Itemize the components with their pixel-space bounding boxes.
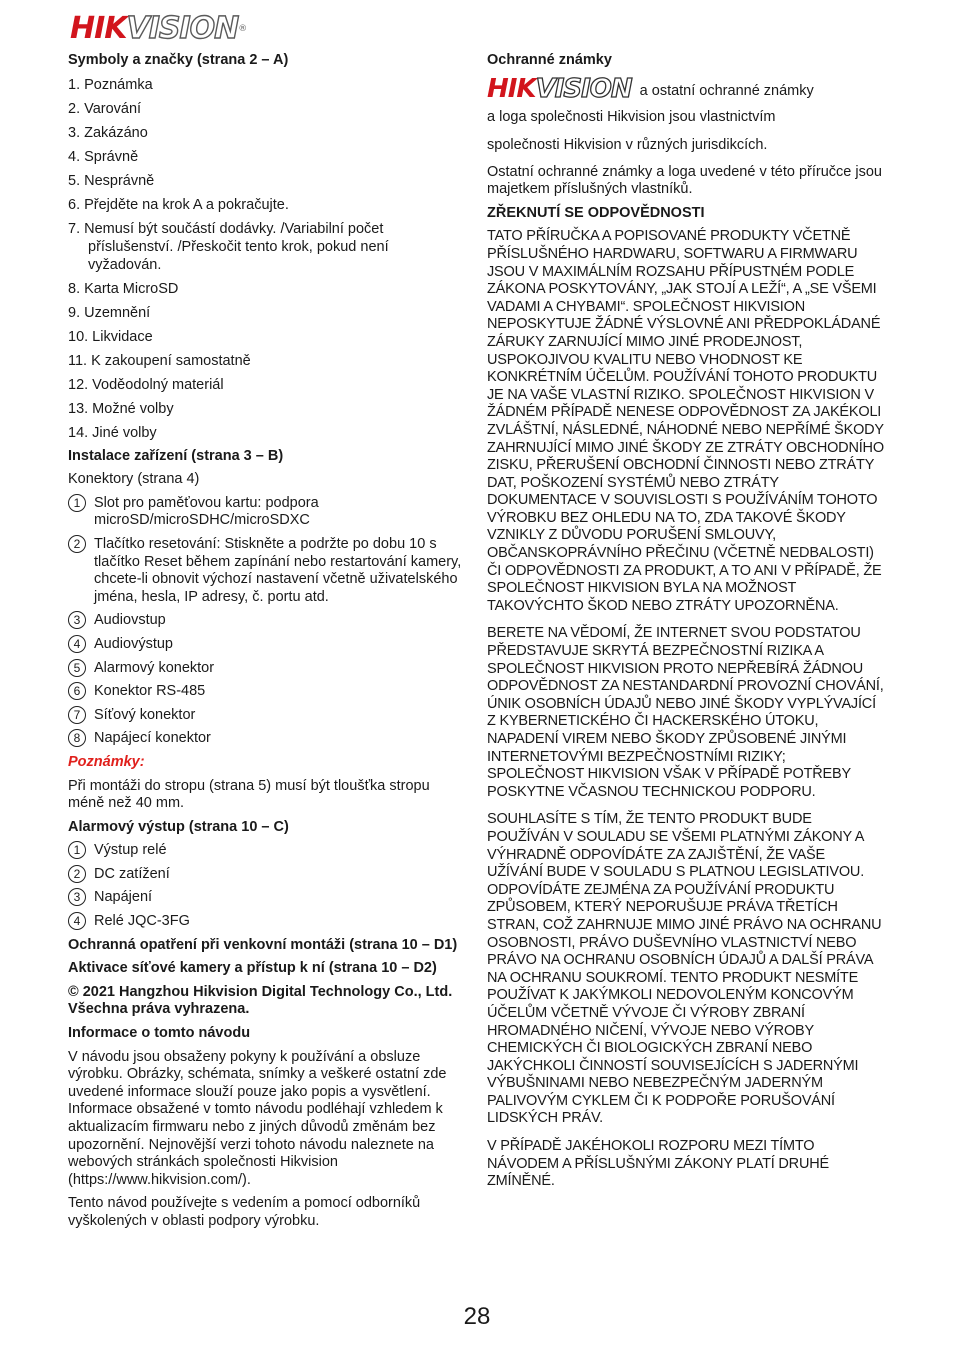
notes-text: Při montáži do stropu (strana 5) musí být tloušťka stropu méně než 40 mm. — [68, 777, 430, 812]
install-heading: Instalace zařízení (strana 3 – B) — [68, 447, 284, 464]
disclaimer-paragraph: V PŘÍPADĚ JAKÉHOKOLI ROZPORU MEZI TÍMTO NÁVODEM A PŘÍSLUŠNÝMI ZÁKONY PLATÍ DRUHÉ ZMÍNĚNÉ. — [487, 1138, 829, 1190]
outdoor-heading: Ochranná opatření při venkovní montáži (strana 10 – D1) — [68, 936, 458, 953]
symbol-item: 1. Poznámka — [68, 76, 153, 93]
alarm-item: 4 Relé JQC-3FG — [68, 913, 463, 931]
hikvision-logo: HIKVISION® — [70, 11, 247, 46]
copyright: © 2021 Hangzhou Hikvision Digital Technology Co., Ltd. Všechna práva vyhrazena. — [68, 983, 453, 1018]
disclaimer-paragraph: BERETE NA VĚDOMÍ, ŽE INTERNET SVOU PODSTATOU PŘEDSTAVUJE SKRYTÁ BEZPEČNOSTNÍ RIZIKA A SPOLEČNOST HIKVISION PROTO NEPŘEBÍRÁ ŽÁDNOU ODPOVĚDNOST ZA NESTANDARDNÍ PROVOZNÍ CHOVÁNÍ, ÚNIK OSOBNÍCH ÚDAJŮ NEBO JINÉ ŠKODY VYPLÝVAJÍCÍ Z KYBERNETICKÉHO ČI HACKERSKÉHO ÚTOKU, NAPADENÍ VIREM NEBO ŠKODY ZPŮSOBENÉ JINÝMI INTERNETOVÝMI BEZPEČNOSTNÍMI RIZIKY; SPOLEČNOST HIKVISION VŠAK V PŘÍPADĚ POTŘEBY POSKYTNE VČASNOU TECHNICKOU PODPORU. — [487, 625, 884, 800]
trademark-text: a ostatní ochranné známky — [639, 82, 814, 99]
number-circle-icon: 3 — [68, 888, 86, 906]
symbol-item: 7. Nemusí být součástí dodávky. /Variabilní počet příslušenství. /Přeskočit tento krok, pokud není vyžadován. — [68, 220, 389, 273]
symbol-item: 2. Varování — [68, 100, 142, 117]
number-circle-icon: 6 — [68, 682, 86, 700]
activation-heading: Aktivace síťové kamery a přístup k ní (strana 10 – D2) — [68, 960, 437, 977]
disclaimer-heading: ZŘEKNUTÍ SE ODPOVĚDNOSTI — [487, 204, 705, 221]
info-paragraph: V návodu jsou obsaženy pokyny k používání a obsluze výrobku. Obrázky, schémata, snímky a veškeré ostatní zde uvedené informace slouží pouze jako popis a vysvětlení. Informace obsažené v tomto návodu podléhají vzhledem k aktualizacím firmwaru nebo z jiných důvodů změnám bez upozornění. Nejnovější verzi tohoto návodu naleznete na webových stránkách společnosti Hikvision (https://www.hikvision.com/). — [68, 1048, 447, 1188]
alarm-heading: Alarmový výstup (strana 10 – C) — [68, 818, 289, 835]
number-circle-icon: 1 — [68, 841, 86, 859]
number-circle-icon: 3 — [68, 611, 86, 629]
connector-item: 6 Konektor RS-485 — [68, 683, 463, 701]
connector-item: 8 Napájecí konektor — [68, 730, 463, 748]
symbol-item: 6. Přejděte na krok A a pokračujte. — [68, 196, 289, 213]
number-circle-icon: 5 — [68, 659, 86, 677]
symbols-heading: Symboly a značky (strana 2 – A) — [68, 52, 289, 68]
alarm-item: 3 Napájení — [68, 889, 463, 907]
disclaimer-paragraph: TATO PŘÍRUČKA A POPISOVANÉ PRODUKTY VČETNĚ PŘÍSLUŠNÉHO HARDWARU, SOFTWARU A FIRMWARU JSOU V MAXIMÁLNÍM ROZSAHU PŘÍPUSTNÉM PODLE ZÁKONA POSKYTOVÁNY, „JAK STOJÍ A LEŽÍ“, A „SE VŠEMI VADAMI A CHYBAMI“. SPOLEČNOST HIKVISION NEPOSKYTUJE ŽÁDNÉ VÝSLOVNÉ ANI PŘEDPOKLÁDANÉ ZÁRUKY ZARNUJÍCÍ MIMO JINÉ PRODEJNOST, USPOKOJIVOU KVALITU NEBO VHODNOST KE KONKRÉTNÍM ÚČELŮM. POUŽÍVÁNÍ TOHOTO PRODUKTU JE NA VAŠE VLASTNÍ RIZIKO. SPOLEČNOST HIKVISION V ŽÁDNÉM PŘÍPADĚ NENESE ODPOVĚDNOST ZA JAKÉKOLI ZVLÁŠTNÍ, NÁSLEDNÉ, NÁHODNÉ NEBO NEPŘÍMÉ ŠKODY ZAHRNUJÍCÍ MIMO JINÉ ŠKODY ZE ZTRÁTY OBCHODNÍHO ZISKU, PŘERUŠENÍ OBCHODNÍ ČINNOSTI NEBO ZTRÁTY DAT, POŠKOZENÍ SYSTÉMŮ NEBO ZTRÁTY DOKUMENTACE V SOUVISLOSTI S POUŽÍVÁNÍM TOHOTO VÝROBKU BEZ OHLEDU NA TO, ZDA TAKOVÉ ŠKODY VZNIKLY Z DŮVODU PORUŠENÍ SMLOUVY, OBČANSKOPRÁVNÍHO PŘEČINU (VČETNĚ NEDBALOSTI) ČI ODPOVĚDNOSTI ZA PRODUKT, A TO ANI V PŘÍPADĚ, ŽE SPOLEČNOST HIKVISION BYLA NA MOŽNOST TAKOVÝCHTO ŠKOD NEBO ZTRÁTY UPOZORNĚNA. — [487, 228, 884, 614]
connector-item: 5 Alarmový konektor — [68, 660, 463, 678]
connector-item: 2 Tlačítko resetování: Stiskněte a podržte po dobu 10 s tlačítko Reset během zapínání nebo restartování kamery, chcete-li obnovit výchozí nastavení včetně uživatelského jména, hesla, IP adresy, č. portu atd. — [68, 536, 463, 606]
left-column — [68, 52, 463, 1237]
number-circle-icon: 7 — [68, 706, 86, 724]
number-circle-icon: 4 — [68, 912, 86, 930]
info-paragraph: Tento návod používejte s vedením a pomocí odborníků vyškolených v oblasti podpory výrobku. — [68, 1195, 421, 1229]
symbol-item: 14. Jiné volby — [68, 424, 157, 441]
symbol-item: 12. Voděodolný materiál — [68, 376, 224, 393]
symbol-item: 3. Zakázáno — [68, 124, 148, 141]
number-circle-icon: 4 — [68, 635, 86, 653]
connector-item: 1 Slot pro paměťovou kartu: podpora microSD/microSDHC/microSDXC — [68, 495, 463, 530]
connector-item: 3 Audiovstup — [68, 612, 463, 630]
trademark-text: společnosti Hikvision v různých jurisdikcích. — [487, 136, 768, 153]
symbol-item: 5. Nesprávně — [68, 172, 155, 189]
number-circle-icon: 2 — [68, 535, 86, 553]
notes-label: Poznámky: — [68, 753, 145, 770]
number-circle-icon: 2 — [68, 865, 86, 883]
page-number: 28 — [463, 1303, 491, 1330]
symbol-item: 10. Likvidace — [68, 328, 153, 345]
connectors-label: Konektory (strana 4) — [68, 471, 200, 488]
number-circle-icon: 8 — [68, 729, 86, 747]
trademark-paragraph: Ostatní ochranné známky a loga uvedené v této příručce jsou majetkem příslušných vlastníků. — [487, 163, 882, 198]
trademarks-heading: Ochranné známky — [487, 52, 612, 68]
right-column — [487, 52, 884, 1197]
info-heading: Informace o tomto návodu — [68, 1025, 251, 1042]
symbol-item: 8. Karta MicroSD — [68, 280, 179, 297]
connector-item: 4 Audiovýstup — [68, 636, 463, 654]
symbol-item: 13. Možné volby — [68, 400, 174, 417]
symbol-item: 9. Uzemnění — [68, 304, 151, 321]
symbol-item: 11. K zakoupení samostatně — [68, 352, 251, 369]
hikvision-logo: HIKVISION — [487, 73, 632, 104]
disclaimer-paragraph: SOUHLASÍTE S TÍM, ŽE TENTO PRODUKT BUDE POUŽÍVÁN V SOULADU SE VŠEMI PLATNÝMI ZÁKONY A VÝHRADNĚ ODPOVÍDÁTE ZA ZAJIŠTĚNÍ, ŽE VAŠE UŽÍVÁNÍ BUDE V SOULADU S PLATNOU LEGISLATIVOU. ODPOVÍDÁTE ZEJMÉNA ZA POUŽÍVÁNÍ PRODUKTU ZPŮSOBEM, KTERÝ NEPORUŠUJE PRÁVA TŘETÍCH STRAN, COŽ ZAHRNUJE MIMO JINÉ PRÁVO NA OCHRANU OSOBNOSTI, PRÁVO DUŠEVNÍHO VLASTNICTVÍ NEBO PRÁVO NA OCHRANU OSOBNÍCH ÚDAJŮ A DALŠÍ PRÁVA NA OCHRANU SOUKROMÍ. TENTO PRODUKT NESMÍTE POUŽÍVAT K JAKÝMKOLI NEDOVOLENÝM KONCOVÝM ÚČELŮM VČETNĚ VÝVOJE ČI VÝROBY ZBRANÍ HROMADNÉHO NIČENÍ, VÝVOJE NEBO VÝROBY CHEMICKÝCH ČI BIOLOGICKÝCH ZBRANÍ NEBO JAKÝCHKOLI ČINNOSTÍ SOUVISEJÍCÍCH S JADERNÝMI VÝBUŠNINAMI NEBO NEBEZPEČNÝM JADERNÝM PALIVOVÝM CYKLEM ČI K PODPOŘE PORUŠOVÁNÍ LIDSKÝCH PRÁV. — [487, 811, 882, 1127]
alarm-item: 1 Výstup relé — [68, 842, 463, 860]
number-circle-icon: 1 — [68, 494, 86, 512]
connector-item: 7 Síťový konektor — [68, 707, 463, 725]
alarm-item: 2 DC zatížení — [68, 866, 463, 884]
trademark-text: a loga společnosti Hikvision jsou vlastnictvím — [487, 108, 776, 125]
trademark-logo-row — [487, 73, 884, 104]
symbol-item: 4. Správně — [68, 148, 139, 165]
